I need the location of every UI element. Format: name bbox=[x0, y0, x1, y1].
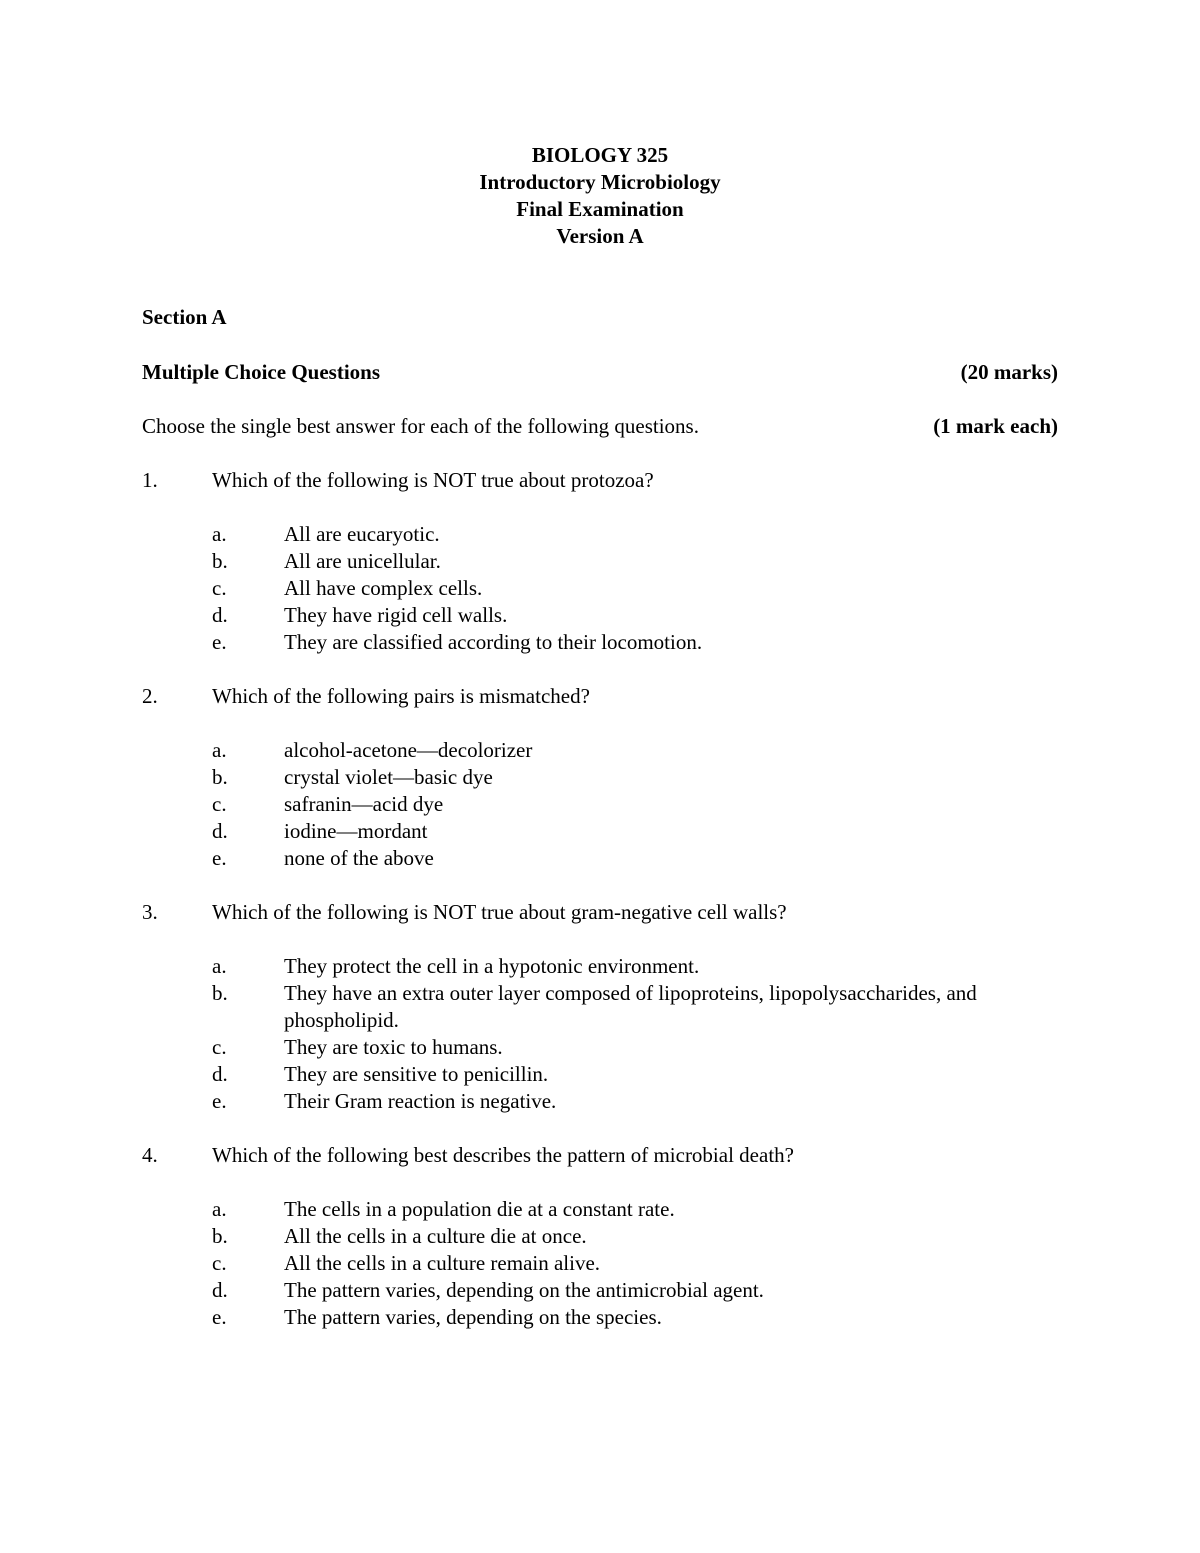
section-heading: Multiple Choice Questions bbox=[142, 360, 381, 384]
option-d bbox=[142, 1061, 1058, 1088]
option-letter: c. bbox=[212, 792, 227, 816]
question-number: 2. bbox=[142, 684, 158, 708]
exam-version: Version A bbox=[556, 224, 644, 248]
option-text: All the cells in a culture die at once. bbox=[284, 1224, 587, 1248]
course-title: BIOLOGY 325 bbox=[531, 143, 669, 167]
option-letter: e. bbox=[212, 1305, 227, 1329]
option-letter: a. bbox=[212, 522, 227, 546]
option-c bbox=[142, 575, 1058, 602]
question-text: Which of the following is NOT true about gram-negative cell walls? bbox=[212, 900, 787, 924]
option-text: All are eucaryotic. bbox=[284, 522, 440, 546]
question-stem bbox=[142, 899, 1058, 926]
question-stem bbox=[142, 467, 1058, 494]
option-c bbox=[142, 791, 1058, 818]
question-stem bbox=[142, 683, 1058, 710]
option-list bbox=[142, 1196, 1058, 1331]
option-c bbox=[142, 1034, 1058, 1061]
option-text: All have complex cells. bbox=[284, 576, 483, 600]
option-text: They are sensitive to penicillin. bbox=[284, 1062, 549, 1086]
option-b bbox=[142, 980, 1058, 1034]
option-e bbox=[142, 1304, 1058, 1331]
mark-each: (1 mark each) bbox=[933, 414, 1058, 438]
option-letter: b. bbox=[212, 765, 228, 789]
option-d bbox=[142, 1277, 1058, 1304]
option-letter: b. bbox=[212, 981, 228, 1005]
option-text: The pattern varies, depending on the species. bbox=[284, 1305, 662, 1329]
option-text: They are classified according to their locomotion. bbox=[284, 630, 703, 654]
option-text: The pattern varies, depending on the antimicrobial agent. bbox=[284, 1278, 764, 1302]
option-letter: d. bbox=[212, 1278, 228, 1302]
option-list bbox=[142, 737, 1058, 872]
option-letter: a. bbox=[212, 738, 227, 762]
option-letter: c. bbox=[212, 1251, 227, 1275]
question-4 bbox=[142, 1142, 1058, 1331]
option-letter: d. bbox=[212, 603, 228, 627]
option-letter: b. bbox=[212, 549, 228, 573]
option-text: They protect the cell in a hypotonic environment. bbox=[284, 954, 700, 978]
option-letter: c. bbox=[212, 1035, 227, 1059]
option-letter: d. bbox=[212, 1062, 228, 1086]
question-2 bbox=[142, 683, 1058, 872]
option-b bbox=[142, 548, 1058, 575]
option-text: none of the above bbox=[284, 846, 434, 870]
section-marks: (20 marks) bbox=[960, 360, 1058, 384]
option-a bbox=[142, 737, 1058, 764]
option-d bbox=[142, 602, 1058, 629]
option-d bbox=[142, 818, 1058, 845]
exam-name: Final Examination bbox=[516, 197, 684, 221]
option-letter: e. bbox=[212, 846, 227, 870]
question-number: 1. bbox=[142, 468, 158, 492]
option-b bbox=[142, 764, 1058, 791]
option-text: All are unicellular. bbox=[284, 549, 441, 573]
option-letter: b. bbox=[212, 1224, 228, 1248]
section-title: Section A bbox=[142, 305, 227, 329]
question-number: 3. bbox=[142, 900, 158, 924]
option-text: Their Gram reaction is negative. bbox=[284, 1089, 557, 1113]
question-text: Which of the following is NOT true about protozoa? bbox=[212, 468, 654, 492]
option-letter: e. bbox=[212, 630, 227, 654]
option-text: The cells in a population die at a constant rate. bbox=[284, 1197, 675, 1221]
option-text: crystal violet—basic dye bbox=[284, 765, 493, 789]
course-subtitle: Introductory Microbiology bbox=[479, 170, 721, 194]
question-stem bbox=[142, 1142, 1058, 1169]
option-letter: a. bbox=[212, 1197, 227, 1221]
exam-title-block bbox=[0, 142, 1200, 250]
option-text: All the cells in a culture remain alive. bbox=[284, 1251, 601, 1275]
question-text: Which of the following best describes the pattern of microbial death? bbox=[212, 1143, 794, 1167]
option-c bbox=[142, 1250, 1058, 1277]
option-e bbox=[142, 845, 1058, 872]
option-list bbox=[142, 953, 1058, 1115]
option-e bbox=[142, 1088, 1058, 1115]
option-letter: d. bbox=[212, 819, 228, 843]
option-a bbox=[142, 953, 1058, 980]
question-3 bbox=[142, 899, 1058, 1115]
option-text: iodine—mordant bbox=[284, 819, 428, 843]
option-b bbox=[142, 1223, 1058, 1250]
option-text: They have an extra outer layer composed of lipoproteins, lipopolysaccharides, and phospholipid. bbox=[284, 981, 977, 1032]
option-text: They have rigid cell walls. bbox=[284, 603, 508, 627]
question-text: Which of the following pairs is mismatched? bbox=[212, 684, 590, 708]
instruction-text: Choose the single best answer for each of the following questions. bbox=[142, 414, 699, 438]
option-a bbox=[142, 521, 1058, 548]
option-letter: e. bbox=[212, 1089, 227, 1113]
option-e bbox=[142, 629, 1058, 656]
option-text: safranin—acid dye bbox=[284, 792, 444, 816]
option-a bbox=[142, 1196, 1058, 1223]
instruction-row bbox=[142, 413, 1058, 440]
section-heading-row bbox=[142, 359, 1058, 386]
option-text: alcohol-acetone—decolorizer bbox=[284, 738, 533, 762]
option-letter: c. bbox=[212, 576, 227, 600]
option-letter: a. bbox=[212, 954, 227, 978]
question-number: 4. bbox=[142, 1143, 158, 1167]
option-text: They are toxic to humans. bbox=[284, 1035, 503, 1059]
option-list bbox=[142, 521, 1058, 656]
question-1 bbox=[142, 467, 1058, 656]
